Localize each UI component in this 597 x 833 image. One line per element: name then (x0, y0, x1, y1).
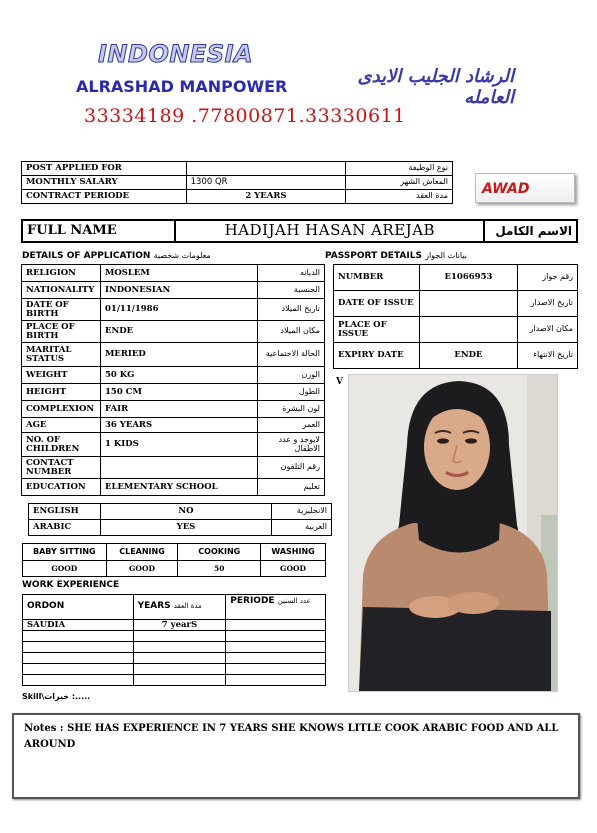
passport-label: EXPIRY DATE (334, 343, 420, 369)
table-row (23, 620, 326, 631)
salary-label-ar: المعاش الشهر (346, 176, 453, 190)
work-col-country: ORDON (23, 595, 134, 620)
full-name-value: HADIJAH HASAN AREJAB (175, 220, 484, 242)
detail-label-ar: لون البشرة (258, 401, 325, 418)
detail-label: HEIGHT (22, 384, 101, 401)
detail-label: EDUCATION (22, 479, 101, 496)
passport-title-ar: بيانات الجواز (425, 251, 467, 260)
table-row (22, 265, 325, 282)
passport-label-ar: رقم جواز (518, 265, 578, 291)
detail-value: ELEMENTARY SCHOOL (100, 479, 257, 496)
table-row (334, 291, 578, 317)
table-row (22, 433, 325, 457)
skill-header: CLEANING (106, 544, 178, 561)
salary-label: MONTHLY SALARY (22, 176, 187, 190)
details-title-en: DETAILS OF APPLICATION (22, 251, 151, 261)
full-name-table (21, 219, 578, 243)
work-country: SAUDIA (23, 620, 134, 631)
detail-label: PLACE OF BIRTH (22, 321, 101, 343)
table-row (334, 317, 578, 343)
table-row (334, 265, 578, 291)
detail-label-ar: لايوجد و عدد الاطفال (258, 433, 325, 457)
detail-label: RELIGION (22, 265, 101, 282)
contract-value: 2 YEARS (186, 190, 346, 204)
detail-label: MARITAL STATUS (22, 343, 101, 367)
work-col-period (226, 595, 326, 620)
table-row (22, 343, 325, 367)
detail-value: 150 CM (100, 384, 257, 401)
job-info-table (21, 161, 453, 204)
work-experience-table (22, 594, 326, 686)
passport-value: ENDE (419, 343, 518, 369)
passport-label: PLACE OF ISSUE (334, 317, 420, 343)
passport-label: DATE OF ISSUE (334, 291, 420, 317)
agency-badge: AWAD (475, 173, 575, 203)
table-row (23, 544, 326, 561)
details-title (22, 251, 211, 261)
post-label-ar: نوع الوظيفة (346, 162, 453, 176)
country-title: INDONESIA (98, 40, 254, 68)
detail-label: AGE (22, 418, 101, 433)
company-name-ar: الرشاد الجليب الايدى العامله (357, 66, 514, 108)
detail-label-ar: الجنسية (258, 282, 325, 299)
table-row (23, 631, 326, 642)
detail-label: COMPLEXION (22, 401, 101, 418)
detail-label-ar: تاريخ الميلاد (258, 299, 325, 321)
detail-value: 01/11/1986 (100, 299, 257, 321)
work-col-period-ar: عدد السنين (277, 597, 311, 605)
table-row (23, 675, 326, 686)
details-title-ar: معلومات شخصية (153, 251, 211, 260)
table-row (29, 520, 332, 536)
table-row (23, 595, 326, 620)
work-col-years-en: YEARS (137, 601, 171, 612)
detail-value: MOSLEM (100, 265, 257, 282)
full-name-label-ar: الاسم الكامل (484, 220, 577, 242)
applicant-portrait-icon (349, 375, 557, 691)
detail-label-ar: الطول (258, 384, 325, 401)
contract-label-ar: مدة العقد (346, 190, 453, 204)
photo-mark: V (336, 377, 343, 387)
passport-title-en: PASSPORT DETAILS (325, 251, 422, 261)
table-row (23, 561, 326, 577)
passport-table (333, 264, 578, 369)
table-row (334, 343, 578, 369)
detail-label-ar: تعليم (258, 479, 325, 496)
passport-title (325, 251, 467, 261)
passport-label: NUMBER (334, 265, 420, 291)
skill-value: GOOD (23, 561, 107, 577)
table-row (23, 653, 326, 664)
detail-label: DATE OF BIRTH (22, 299, 101, 321)
table-row (23, 642, 326, 653)
passport-value (419, 291, 518, 317)
skill-header: WASHING (261, 544, 326, 561)
table-row (22, 220, 577, 242)
skills-table (22, 543, 326, 577)
detail-label-ar: رقم التلفون (258, 457, 325, 479)
skill-header: COOKING (178, 544, 261, 561)
language-label-ar: العربية (272, 520, 332, 536)
passport-label-ar: مكان الاصدار (518, 317, 578, 343)
work-period (226, 620, 326, 631)
detail-value: 50 KG (100, 367, 257, 384)
passport-label-ar: تاريخ الاصدار (518, 291, 578, 317)
table-row (22, 282, 325, 299)
detail-label-ar: مكان الميلاد (258, 321, 325, 343)
detail-label: NATIONALITY (22, 282, 101, 299)
language-value: YES (100, 520, 271, 536)
phone-numbers: 33334189 .77800871.33330611 (84, 105, 406, 127)
passport-value: E1066953 (419, 265, 518, 291)
detail-label: NO. OF CHILDREN (22, 433, 101, 457)
passport-label-ar: تاريخ الانتهاء (518, 343, 578, 369)
detail-value: 1 KIDS (100, 433, 257, 457)
table-row (22, 401, 325, 418)
skill-value: GOOD (106, 561, 178, 577)
skill-value: GOOD (261, 561, 326, 577)
table-row (23, 664, 326, 675)
table-row (22, 299, 325, 321)
languages-table (28, 503, 332, 536)
notes-box (12, 713, 580, 799)
table-row (22, 418, 325, 433)
table-row (22, 162, 453, 176)
table-row (22, 190, 453, 204)
applicant-photo (348, 374, 558, 692)
detail-value: 36 YEARS (100, 418, 257, 433)
work-col-years-ar: مدة العقد (173, 602, 202, 611)
post-value (186, 162, 346, 176)
work-years: 7 yearS (133, 620, 226, 631)
post-label: POST APPLIED FOR (22, 162, 187, 176)
table-row (22, 321, 325, 343)
work-experience-title: WORK EXPERIENCE (22, 580, 120, 590)
company-name-en: ALRASHAD MANPOWER (76, 77, 288, 96)
detail-value: MERIED (100, 343, 257, 367)
language-value: NO (100, 504, 271, 520)
table-row (22, 176, 453, 190)
detail-label-ar: الحالة الاجتماعية (258, 343, 325, 367)
notes-text: Notes : SHE HAS EXPERIENCE IN 7 YEARS SHE KNOWS LITLE COOK ARABIC FOOD AND ALL AROUND (24, 723, 559, 750)
detail-label-ar: الديانه (258, 265, 325, 282)
detail-label: CONTACT NUMBER (22, 457, 101, 479)
detail-value (100, 457, 257, 479)
table-row (29, 504, 332, 520)
table-row (22, 479, 325, 496)
details-table (21, 264, 325, 496)
salary-value: 1300 QR (186, 176, 346, 190)
skill-header: BABY SITTING (23, 544, 107, 561)
detail-label-ar: الوزن (258, 367, 325, 384)
detail-label-ar: العمر (258, 418, 325, 433)
language-label: ARABIC (29, 520, 101, 536)
detail-value: ENDE (100, 321, 257, 343)
language-label: ENGLISH (29, 504, 101, 520)
detail-value: FAIR (100, 401, 257, 418)
work-col-period-en: PERIODE (230, 596, 275, 606)
table-row (22, 384, 325, 401)
contract-label: CONTRACT PERIODE (22, 190, 187, 204)
skill-line: Skill\خبرات :..... (22, 692, 91, 701)
passport-value (419, 317, 518, 343)
work-col-years (133, 595, 226, 620)
full-name-label: FULL NAME (22, 220, 175, 242)
table-row (22, 457, 325, 479)
language-label-ar: الانجليزية (272, 504, 332, 520)
skill-value: 50 (178, 561, 261, 577)
table-row (22, 367, 325, 384)
detail-label: WEIGHT (22, 367, 101, 384)
detail-value: INDONESIAN (100, 282, 257, 299)
